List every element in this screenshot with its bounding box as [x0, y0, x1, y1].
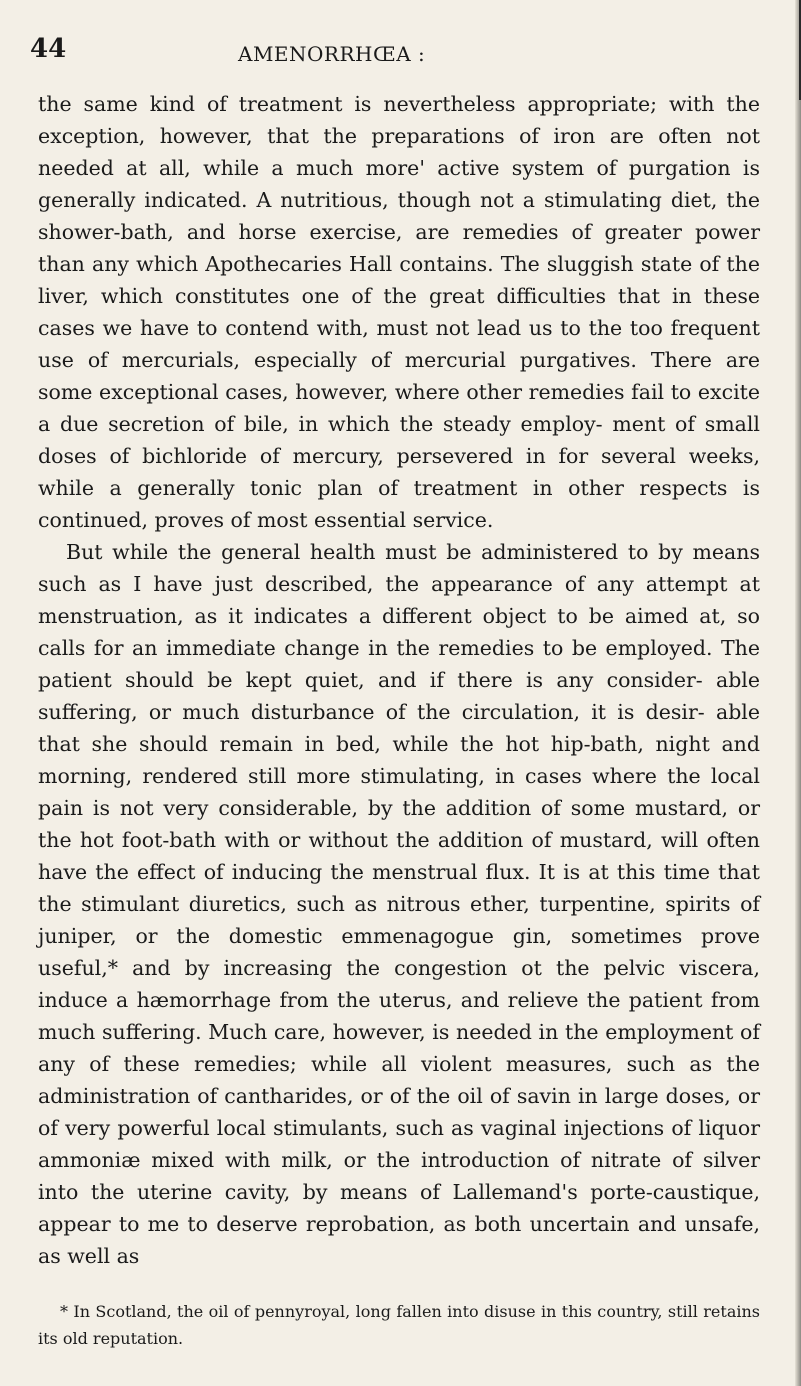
- page-number: 44: [30, 34, 67, 64]
- running-head: AMENORRHŒA :: [238, 42, 426, 66]
- body-text: [38, 88, 760, 1272]
- page-header: [0, 34, 801, 74]
- footnote: * In Scotland, the oil of pennyroyal, long fallen into disuse in this country, still retains its old reputation.: [38, 1302, 760, 1348]
- paragraph-continued: the same kind of treatment is nevertheless appropriate; with the exception, however, that the preparations of iron are often not needed at all, while a much more' active system of purgation is generally indicated. A nutritious, though not a stimulating diet, the shower-bath, and horse exercise, are remedies of greater power than any which Apothecaries Hall contains. The sluggish state of the liver, which constitutes one of the great difficulties that in these cases we have to contend with, must not lead us to the too frequent use of mercurials, especially of mercurial purgatives. There are some exceptional cases, however, where other remedies fail to excite a due secretion of bile, in which the steady employ- ment of small doses of bichloride of mercury, persevered in for several weeks, while a generally tonic plan of treatment in other respects is continued, proves of most essential service.: [38, 92, 760, 532]
- paragraph: But while the general health must be administered to by means such as I have just described, the appearance of any attempt at menstruation, as it indicates a different object to be aimed at, so calls for an immediate change in the remedies to be employed. The patient should be kept quiet, and if there is any consider- able suffering, or much disturbance of the circulation, it is desir- able that she should remain in bed, while the hot hip-bath, night and morning, rendered still more stimulating, in cases where the local pain is not very considerable, by the addition of some mustard, or the hot foot-bath with or without the addition of mustard, will often have the effect of inducing the menstrual flux. It is at this time that the stimulant diuretics, such as nitrous ether, turpentine, spirits of juniper, or the domestic emmenagogue gin, sometimes prove useful,* and by increasing the congestion ot the pelvic viscera, induce a hæmorrhage from the uterus, and relieve the patient from much suffering. Much care, however, is needed in the employment of any of these remedies; while all violent measures, such as the administration of cantharides, or of the oil of savin in large doses, or of very powerful local stimulants, such as vaginal injections of liquor ammoniæ mixed with milk, or the introduction of nitrate of silver into the uterine cavity, by means of Lallemand's porte-caustique, appear to me to deserve reprobation, as both uncertain and unsafe, as well as: [38, 540, 760, 1268]
- page-edge-shadow: [795, 0, 801, 1386]
